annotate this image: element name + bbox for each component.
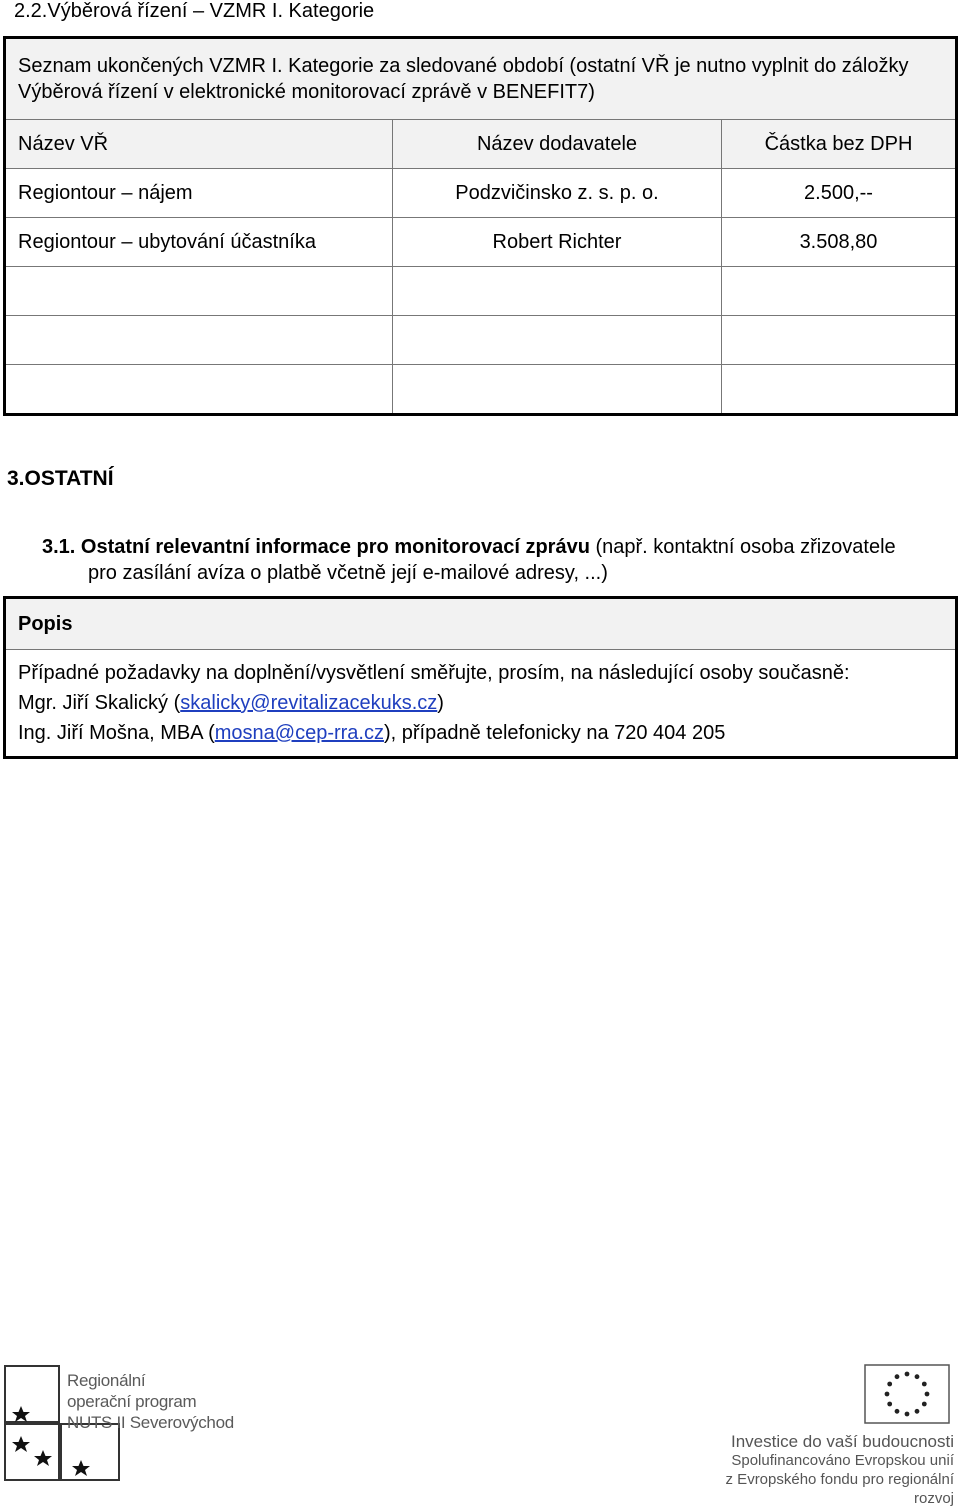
eu-star [922, 1402, 927, 1407]
eu-star [922, 1382, 927, 1387]
column-header-nazev-vr: Název VŘ [5, 120, 393, 169]
table-row [5, 218, 957, 267]
contact-suffix: ), případně telefonicky na 720 404 205 [383, 722, 726, 744]
eu-logo-text [694, 1432, 954, 1508]
cell-castka: 3.508,80 [722, 218, 957, 267]
popis-table [3, 596, 958, 759]
cell-nazev-vr: Regiontour – ubytování účastníka [5, 218, 393, 267]
column-header-castka: Částka bez DPH [722, 120, 957, 169]
contact-instructions: Případné požadavky na doplnění/vysvětlení směřujte, prosím, na následující osoby současně: [18, 662, 850, 684]
cell-nazev-vr [5, 365, 393, 415]
rop-line: Regionální [67, 1371, 146, 1390]
table-caption-row [5, 38, 957, 120]
column-header-nazev-dodavatele: Název dodavatele [393, 120, 722, 169]
cell-dodavatel [393, 316, 722, 365]
section-heading-3: 3.OSTATNÍ [7, 467, 114, 490]
cell-castka: 2.500,-- [722, 169, 957, 218]
cell-dodavatel: Podzvičinsko z. s. p. o. [393, 169, 722, 218]
contact-suffix: ) [437, 692, 444, 714]
cell-nazev-vr [5, 267, 393, 316]
section-heading-2-2: 2.2.Výběrová řízení – VZMR I. Kategorie [14, 0, 375, 22]
eu-line: z Evropského fondu pro regionální rozvoj [725, 1471, 954, 1507]
subsection-3-1-line1 [42, 534, 942, 560]
eu-star [905, 1412, 910, 1417]
eu-star [895, 1409, 900, 1414]
cell-dodavatel: Robert Richter [393, 218, 722, 267]
cell-nazev-vr [5, 316, 393, 365]
eu-star [887, 1402, 892, 1407]
cell-castka [722, 267, 957, 316]
table-row-empty [5, 365, 957, 415]
table-row [5, 169, 957, 218]
eu-star [895, 1374, 900, 1379]
eu-star [885, 1392, 890, 1397]
eu-line: Investice do vaší budoucnosti [730, 1432, 954, 1451]
rop-line: operační program [67, 1392, 197, 1411]
table-row-empty [5, 267, 957, 316]
contact-mosna [18, 718, 943, 748]
subsection-title: Ostatní relevantní informace pro monitorovací zprávu [80, 536, 590, 558]
table-caption: Seznam ukončených VZMR I. Kategorie za sledované období (ostatní VŘ je nutno vyplnit do záložky Výběrová řízení v elektronické monitorovací zprávě v BENEFIT7) [5, 38, 957, 120]
email-link-mosna[interactable]: mosna@cep-rra.cz [214, 722, 384, 744]
contact-skalicky [18, 688, 943, 718]
cell-dodavatel [393, 365, 722, 415]
rop-line: NUTS II Severovýchod [67, 1413, 234, 1432]
eu-star [887, 1382, 892, 1387]
subsection-note-continued: pro zasílání avíza o platbě včetně její e-mailové adresy, ...) [88, 562, 608, 584]
popis-header: Popis [5, 598, 957, 650]
contact-name: Mgr. Jiří Skalický ( [18, 692, 181, 714]
eu-line: Spolufinancováno Evropskou unií [731, 1452, 954, 1469]
table-row-empty [5, 316, 957, 365]
eu-flag-icon [864, 1364, 950, 1424]
rop-logo [3, 1364, 243, 1482]
eu-logo [694, 1364, 954, 1507]
cell-castka [722, 316, 957, 365]
eu-star [915, 1409, 920, 1414]
table-header-row [5, 120, 957, 169]
cell-nazev-vr: Regiontour – nájem [5, 169, 393, 218]
email-link-skalicky[interactable]: skalicky@revitalizacekuks.cz [180, 692, 438, 714]
subsection-3-1 [42, 534, 942, 586]
subsection-number: 3.1. [42, 536, 76, 558]
contact-name: Ing. Jiří Mošna, MBA ( [18, 722, 215, 744]
cell-castka [722, 365, 957, 415]
eu-star [925, 1392, 930, 1397]
eu-star [915, 1374, 920, 1379]
subsection-note: (např. kontaktní osoba zřizovatele [589, 536, 896, 558]
rop-logo-text [67, 1370, 234, 1433]
eu-star [905, 1372, 910, 1377]
popis-content [5, 650, 957, 758]
cell-dodavatel [393, 267, 722, 316]
vzmr-table [3, 36, 958, 416]
